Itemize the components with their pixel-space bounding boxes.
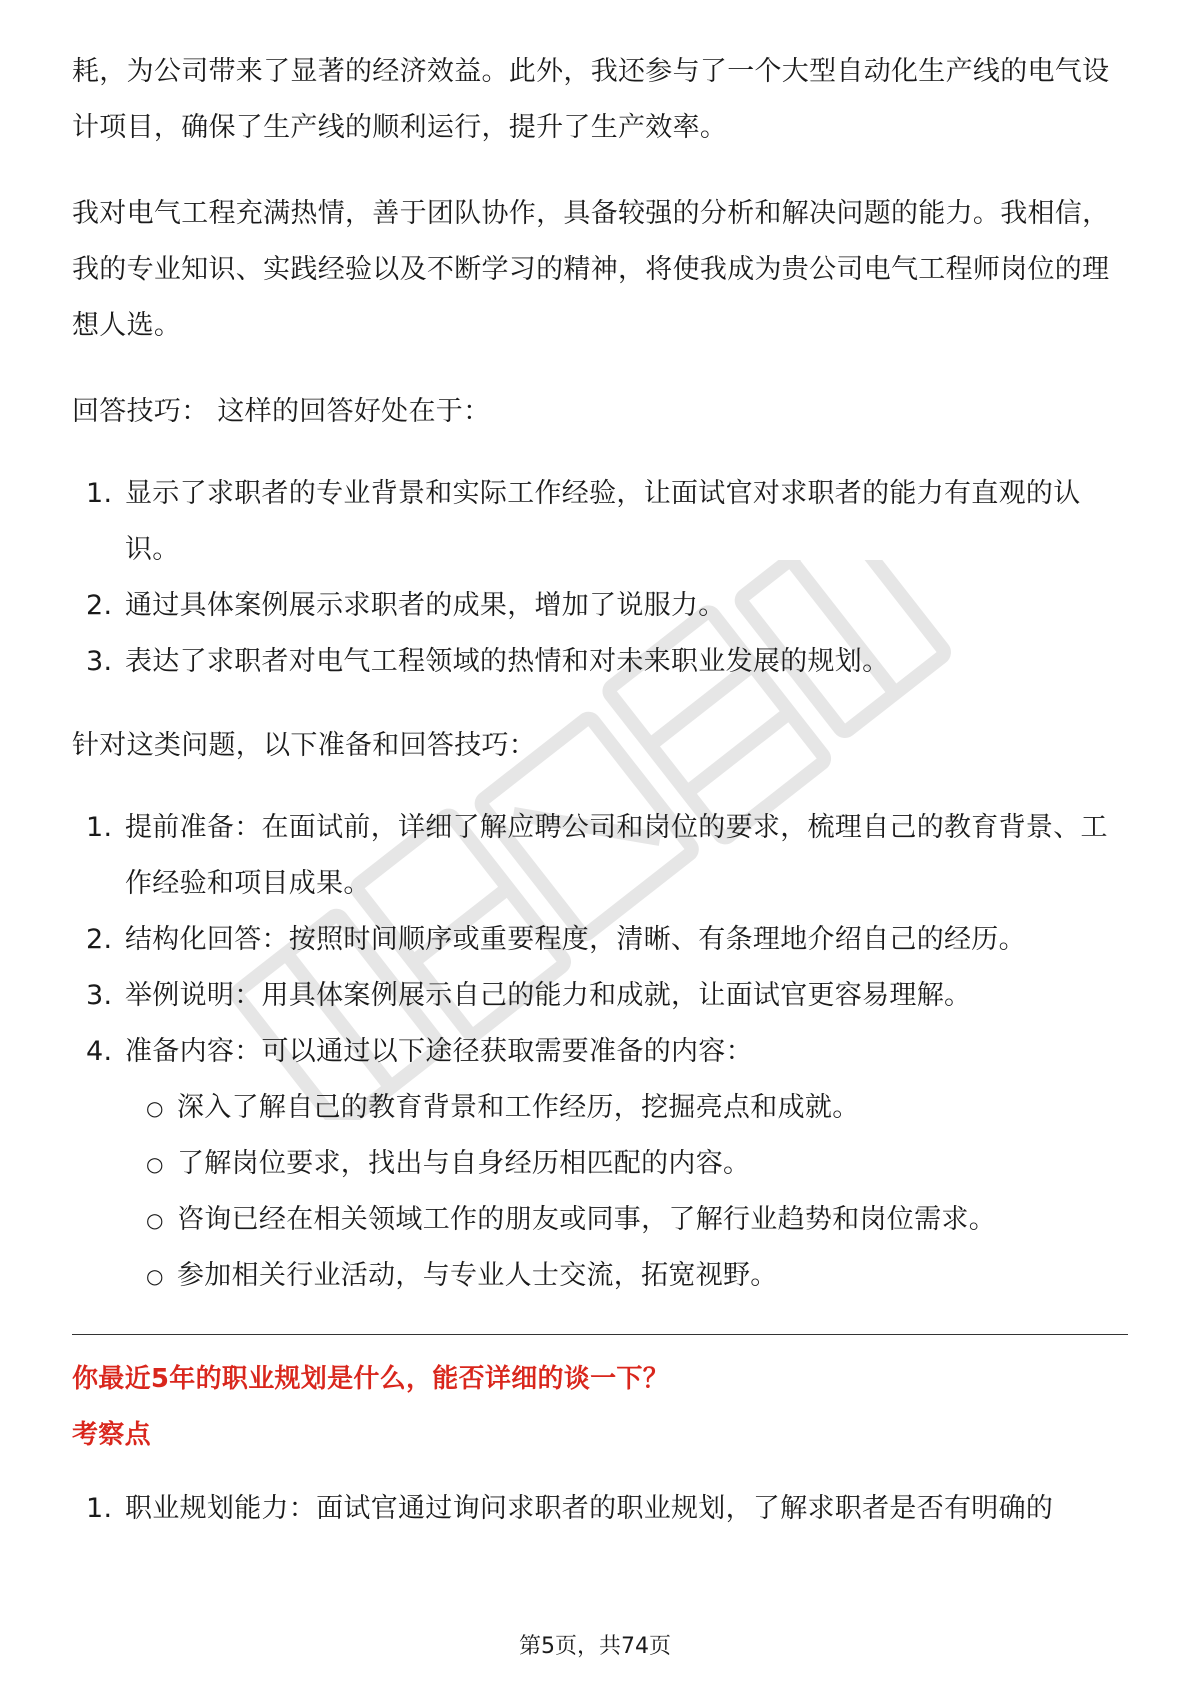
sub-list-item: ○ 咨询已经在相关领域工作的朋友或同事，了解行业趋势和岗位需求。	[125, 1192, 1128, 1248]
list-item: 3. 表达了求职者对电气工程领域的热情和对未来职业发展的规划。	[86, 646, 890, 677]
list-item: 3. 举例说明：用具体案例展示自己的能力和成就，让面试官更容易理解。	[86, 980, 972, 1011]
circle-bullet-icon: ○	[146, 1264, 164, 1288]
list-item: 2. 通过具体案例展示求职者的成果，增加了说服力。	[86, 590, 726, 621]
main-content	[72, 44, 1128, 1565]
exam-point-heading: 考察点	[72, 1420, 151, 1450]
sub-list-item: ○ 深入了解自己的教育背景和工作经历，挖掘亮点和成就。	[125, 1080, 1128, 1136]
circle-bullet-icon: ○	[146, 1208, 164, 1232]
intro-paragraph-1: 耗，为公司带来了显著的经济效益。此外，我还参与了一个大型自动化生产线的电气设计项目，确保了生产线的顺利运行，提升了生产效率。	[72, 56, 1110, 143]
sub-list-item: ○ 参加相关行业活动，与专业人士交流，拓宽视野。	[125, 1248, 1128, 1304]
circle-bullet-icon: ○	[146, 1152, 164, 1176]
intro-paragraph-2: 我对电气工程充满热情，善于团队协作，具备较强的分析和解决问题的能力。我相信，我的专业知识、实践经验以及不断学习的精神，将使我成为贵公司电气工程师岗位的理想人选。	[72, 198, 1110, 341]
prep-sub-list	[125, 1080, 1128, 1304]
sub-list-item: ○ 了解岗位要求，找出与自身经历相匹配的内容。	[125, 1136, 1128, 1192]
section-divider	[72, 1334, 1128, 1335]
prep-intro: 针对这类问题，以下准备和回答技巧：	[72, 730, 537, 761]
prep-list	[72, 800, 1128, 1304]
list-item: 1. 职业规划能力：面试官通过询问求职者的职业规划，了解求职者是否有明确的	[86, 1493, 1054, 1524]
list-item: 1. 提前准备：在面试前，详细了解应聘公司和岗位的要求，梳理自己的教育背景、工作经验和项目成果。	[86, 812, 1108, 899]
list-item: 1. 显示了求职者的专业背景和实际工作经验，让面试官对求职者的能力有直观的认识。	[86, 478, 1081, 565]
list-item: 2. 结构化回答：按照时间顺序或重要程度，清晰、有条理地介绍自己的经历。	[86, 924, 1026, 955]
list-item: 4. 准备内容：可以通过以下途径获取需要准备的内容： ○ 深入了解自己的教育背景和工作经历，挖掘亮点和成就。 ○ 了解岗位要求，找出与自身经历相匹配的内容。 ○ 咨询已经在相关领域工作的朋友或同事，了解行业趋势和岗位需求。 ○ 参加相关行业活动，与专业人士交流，拓宽视野。	[72, 1024, 1128, 1304]
exam-point-list	[72, 1481, 1128, 1537]
circle-bullet-icon: ○	[146, 1096, 164, 1120]
tips-intro: 回答技巧： 这样的回答好处在于：	[72, 396, 491, 427]
page-footer: 第5页，共74页	[519, 1634, 671, 1659]
question-heading: 你最近5年的职业规划是什么，能否详细的谈一下？	[72, 1364, 669, 1394]
tips-list	[72, 466, 1128, 690]
